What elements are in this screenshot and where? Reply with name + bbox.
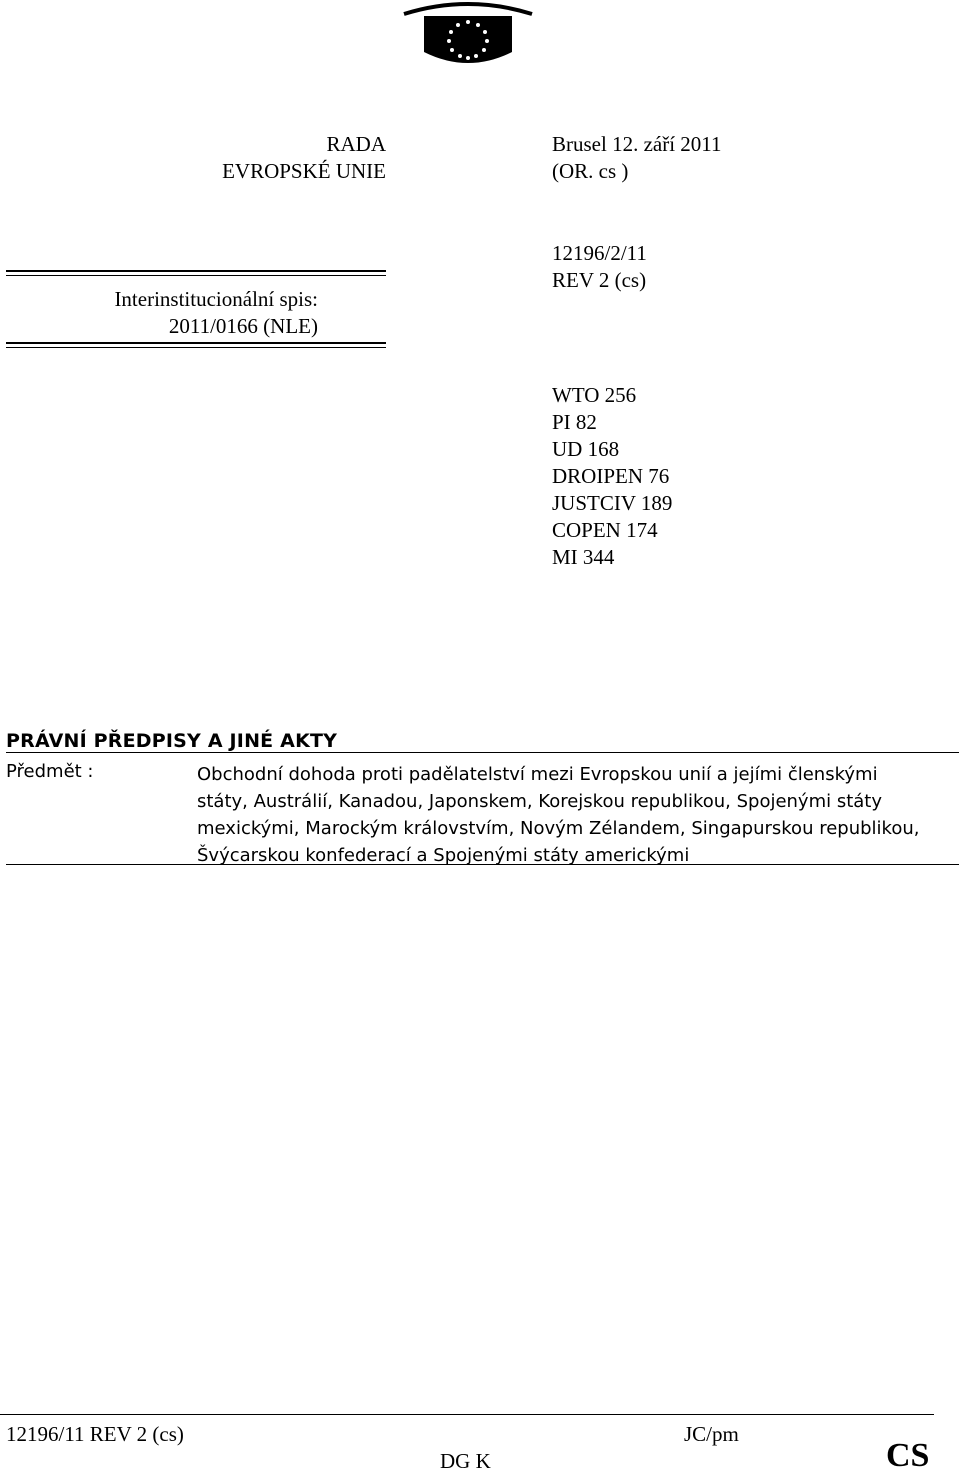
top-rule	[6, 270, 386, 276]
original-language: (OR. cs )	[552, 159, 629, 183]
interinstitutional-block	[6, 286, 318, 340]
subject-line: státy, Austrálií, Kanadou, Japonskem, Korejskou republikou, Spojenými státy	[197, 791, 883, 812]
council-line1: RADA	[326, 132, 386, 156]
subject-rule	[6, 864, 959, 865]
date-block	[552, 131, 852, 185]
footer-doc-ref: 12196/11 REV 2 (cs)	[6, 1422, 184, 1446]
code-item: MI 344	[552, 545, 615, 569]
date-line: Brusel 12. září 2011	[552, 132, 722, 156]
code-item: PI 82	[552, 410, 597, 434]
subject-label: Předmět :	[6, 761, 94, 782]
code-item: UD 168	[552, 437, 620, 461]
heading-rule	[6, 752, 959, 753]
doc-number-block	[552, 240, 852, 294]
codes-list	[552, 382, 852, 571]
bottom-rule	[6, 342, 386, 348]
council-name	[150, 131, 386, 185]
interinstitutional-label: Interinstitucionální spis:	[114, 287, 318, 311]
code-item: JUSTCIV 189	[552, 491, 673, 515]
subject-line: Obchodní dohoda proti padělatelství mezi Evropskou unií a jejími členskými	[197, 764, 878, 785]
footer-dg: DG K	[440, 1449, 491, 1473]
council-line2: EVROPSKÉ UNIE	[222, 159, 386, 183]
footer-rule	[0, 1414, 934, 1415]
code-item: WTO 256	[552, 383, 637, 407]
interinstitutional-number: 2011/0166 (NLE)	[168, 314, 318, 338]
revision: REV 2 (cs)	[552, 268, 647, 292]
code-item: DROIPEN 76	[552, 464, 670, 488]
subject-line: mexickými, Marockým královstvím, Novým Zélandem, Singapurskou republikou,	[197, 818, 920, 839]
doc-number: 12196/2/11	[552, 241, 647, 265]
subject-line: Švýcarskou konfederací a Spojenými státy americkými	[197, 845, 690, 866]
code-item: COPEN 174	[552, 518, 658, 542]
footer-initials: JC/pm	[684, 1422, 739, 1446]
document-heading: PRÁVNÍ PŘEDPISY A JINÉ AKTY	[6, 730, 338, 752]
footer-language: CS	[886, 1437, 930, 1474]
council-logo-icon	[402, 0, 534, 70]
subject-text	[197, 761, 959, 869]
